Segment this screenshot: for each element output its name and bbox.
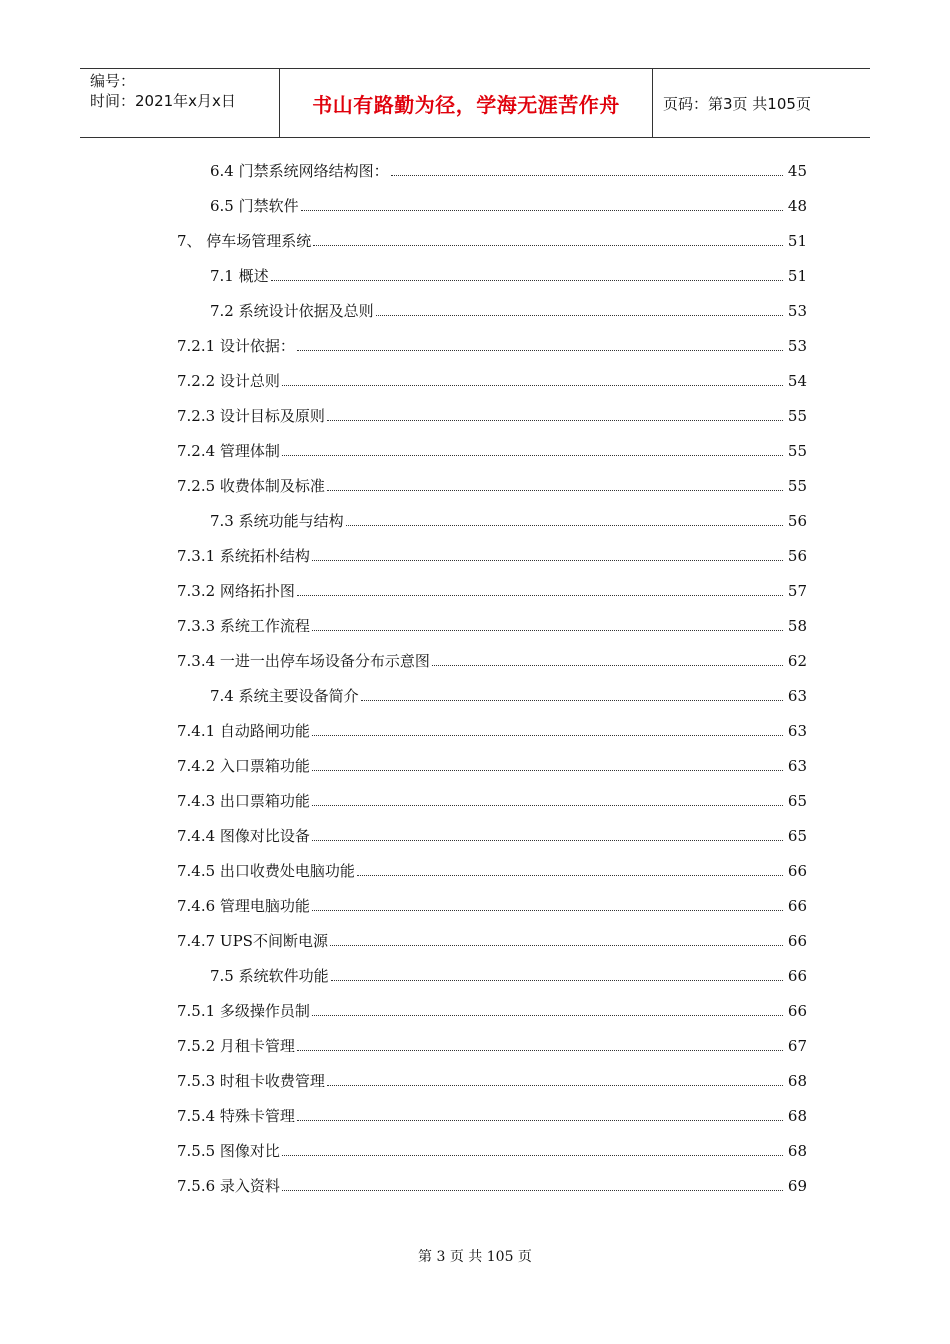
toc-entry-page: 56 xyxy=(787,511,807,530)
toc-entry-page: 53 xyxy=(787,336,807,355)
toc-entry[interactable] xyxy=(177,433,807,468)
toc-entry-page: 68 xyxy=(787,1071,807,1090)
toc-entry-title: 7、 停车场管理系统 xyxy=(177,232,312,250)
toc-entry[interactable] xyxy=(177,783,807,818)
toc-entry[interactable] xyxy=(177,1133,807,1168)
toc-entry-page: 63 xyxy=(787,686,807,705)
toc-entry-title: 7.2.3 设计目标及原则 xyxy=(177,407,325,425)
toc-leader-dots xyxy=(312,630,783,631)
toc-leader-dots xyxy=(327,420,783,421)
toc-entry-title: 7.5.6 录入资料 xyxy=(177,1177,280,1195)
toc-entry[interactable] xyxy=(177,993,807,1028)
toc-leader-dots xyxy=(376,315,783,316)
toc-entry[interactable] xyxy=(210,153,807,188)
toc-entry-page: 63 xyxy=(787,721,807,740)
toc-leader-dots xyxy=(297,595,783,596)
document-number-label: 编号： xyxy=(90,72,136,90)
toc-entry-title: 7.4.3 出口票箱功能 xyxy=(177,792,310,810)
toc-entry-page: 55 xyxy=(787,476,807,495)
toc-entry[interactable] xyxy=(177,923,807,958)
toc-entry-page: 66 xyxy=(787,861,807,880)
toc-entry-page: 62 xyxy=(787,651,807,670)
toc-entry[interactable] xyxy=(210,258,807,293)
toc-leader-dots xyxy=(282,1155,783,1156)
toc-entry-page: 66 xyxy=(787,966,807,985)
toc-entry-page: 51 xyxy=(787,231,807,250)
toc-leader-dots xyxy=(297,1050,783,1051)
toc-entry-page: 66 xyxy=(787,931,807,950)
toc-entry-page: 53 xyxy=(787,301,807,320)
toc-leader-dots xyxy=(282,385,783,386)
toc-entry[interactable] xyxy=(177,1098,807,1133)
toc-entry[interactable] xyxy=(177,713,807,748)
toc-leader-dots xyxy=(312,770,783,771)
toc-entry-page: 68 xyxy=(787,1106,807,1125)
toc-entry-page: 66 xyxy=(787,896,807,915)
toc-leader-dots xyxy=(346,525,783,526)
page-footer: 第 3 页 共 105 页 xyxy=(418,1249,532,1265)
toc-entry-title: 7.5 系统软件功能 xyxy=(210,967,329,985)
toc-entry-title: 7.2.2 设计总则 xyxy=(177,372,280,390)
toc-entry[interactable] xyxy=(177,818,807,853)
toc-entry-page: 55 xyxy=(787,441,807,460)
toc-leader-dots xyxy=(330,945,783,946)
toc-entry[interactable] xyxy=(177,363,807,398)
toc-entry[interactable] xyxy=(177,573,807,608)
toc-entry[interactable] xyxy=(177,468,807,503)
toc-entry-title: 7.1 概述 xyxy=(210,267,269,285)
toc-entry[interactable] xyxy=(177,328,807,363)
toc-entry[interactable] xyxy=(177,748,807,783)
header-motto: 书山有路勤为径，学海无涯苦作舟 xyxy=(312,92,620,117)
toc-leader-dots xyxy=(301,210,783,211)
toc-leader-dots xyxy=(432,665,783,666)
toc-leader-dots xyxy=(271,280,783,281)
toc-entry-title: 7.3.4 一进一出停车场设备分布示意图 xyxy=(177,652,430,670)
toc-leader-dots xyxy=(312,1015,783,1016)
toc-entry-page: 65 xyxy=(787,791,807,810)
toc-entry[interactable] xyxy=(210,293,807,328)
toc-leader-dots xyxy=(327,490,783,491)
toc-entry-page: 57 xyxy=(787,581,807,600)
toc-entry-page: 65 xyxy=(787,826,807,845)
toc-leader-dots xyxy=(312,840,783,841)
toc-leader-dots xyxy=(391,175,783,176)
page-header xyxy=(80,68,870,138)
toc-entry[interactable] xyxy=(177,1063,807,1098)
toc-entry[interactable] xyxy=(177,888,807,923)
header-meta xyxy=(80,69,280,137)
toc-entry-page: 67 xyxy=(787,1036,807,1055)
toc-leader-dots xyxy=(331,980,783,981)
header-page-info: 页码：第3页 共105页 xyxy=(663,94,811,113)
toc-entry-title: 7.5.1 多级操作员制 xyxy=(177,1002,310,1020)
toc-entry-title: 7.4.2 入口票箱功能 xyxy=(177,757,310,775)
toc-entry-page: 58 xyxy=(787,616,807,635)
toc-entry[interactable] xyxy=(210,188,807,223)
toc-entry-title: 7.4.6 管理电脑功能 xyxy=(177,897,310,915)
toc-entry[interactable] xyxy=(210,678,807,713)
toc-leader-dots xyxy=(327,1085,783,1086)
toc-leader-dots xyxy=(313,245,783,246)
toc-entry[interactable] xyxy=(210,958,807,993)
toc-entry-title: 7.2.5 收费体制及标准 xyxy=(177,477,325,495)
toc-entry[interactable] xyxy=(177,538,807,573)
toc-entry-page: 54 xyxy=(787,371,807,390)
toc-entry-title: 7.4.1 自动路闸功能 xyxy=(177,722,310,740)
toc-entry-title: 7.4.7 UPS不间断电源 xyxy=(177,932,328,950)
toc-entry-title: 7.5.3 时租卡收费管理 xyxy=(177,1072,325,1090)
toc-entry-title: 7.2 系统设计依据及总则 xyxy=(210,302,374,320)
header-motto-cell xyxy=(280,69,653,137)
toc-entry-page: 69 xyxy=(787,1176,807,1195)
toc-entry-title: 7.5.2 月租卡管理 xyxy=(177,1037,295,1055)
toc-entry[interactable] xyxy=(177,643,807,678)
toc-entry[interactable] xyxy=(177,1028,807,1063)
toc-entry-title: 7.3.3 系统工作流程 xyxy=(177,617,310,635)
toc-entry-title: 7.4.5 出口收费处电脑功能 xyxy=(177,862,355,880)
toc-leader-dots xyxy=(282,1190,783,1191)
toc-leader-dots xyxy=(361,700,783,701)
toc-entry[interactable] xyxy=(177,608,807,643)
toc-entry-title: 7.2.4 管理体制 xyxy=(177,442,280,460)
toc-entry-page: 56 xyxy=(787,546,807,565)
toc-entry-page: 48 xyxy=(787,196,807,215)
toc-entry-title: 6.5 门禁软件 xyxy=(210,197,299,215)
toc-leader-dots xyxy=(297,1120,783,1121)
document-date: 时间：2021年x月x日 xyxy=(90,92,236,110)
toc-leader-dots xyxy=(312,910,783,911)
toc-entry-title: 7.2.1 设计依据： xyxy=(177,337,295,355)
toc-entry-page: 66 xyxy=(787,1001,807,1020)
toc-leader-dots xyxy=(312,560,783,561)
toc-entry-title: 7.4.4 图像对比设备 xyxy=(177,827,310,845)
toc-entry-page: 55 xyxy=(787,406,807,425)
table-of-contents xyxy=(0,153,950,1203)
toc-entry-title: 7.3 系统功能与结构 xyxy=(210,512,344,530)
toc-leader-dots xyxy=(312,735,783,736)
toc-entry[interactable] xyxy=(177,853,807,888)
toc-entry-title: 7.4 系统主要设备简介 xyxy=(210,687,359,705)
toc-entry-title: 7.3.1 系统拓朴结构 xyxy=(177,547,310,565)
toc-entry[interactable] xyxy=(210,503,807,538)
toc-entry-title: 7.3.2 网络拓扑图 xyxy=(177,582,295,600)
toc-entry[interactable] xyxy=(177,398,807,433)
toc-entry[interactable] xyxy=(177,1168,807,1203)
toc-leader-dots xyxy=(312,805,783,806)
toc-entry-page: 63 xyxy=(787,756,807,775)
toc-entry-title: 6.4 门禁系统网络结构图： xyxy=(210,162,389,180)
toc-entry-title: 7.5.4 特殊卡管理 xyxy=(177,1107,295,1125)
toc-entry[interactable] xyxy=(177,223,807,258)
toc-entry-title: 7.5.5 图像对比 xyxy=(177,1142,280,1160)
toc-entry-page: 45 xyxy=(787,161,807,180)
toc-entry-page: 68 xyxy=(787,1141,807,1160)
toc-leader-dots xyxy=(297,350,783,351)
toc-leader-dots xyxy=(357,875,783,876)
toc-leader-dots xyxy=(282,455,783,456)
toc-entry-page: 51 xyxy=(787,266,807,285)
